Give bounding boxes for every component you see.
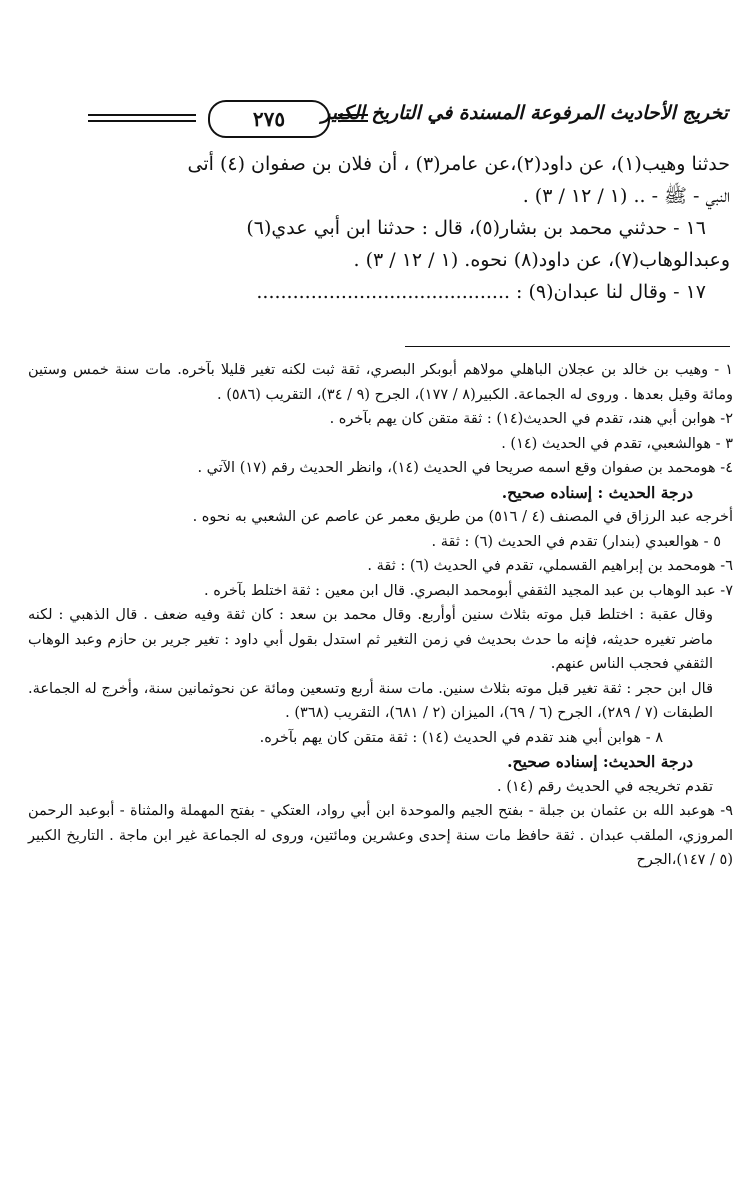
footnote-item: ٧- عبد الوهاب بن عبد المجيد الثقفي أبومحمد البصري. قال ابن معين : ثقة اختلط بآخره .	[204, 582, 733, 599]
footnote-item: ١ - وهيب بن خالد بن عجلان الباهلي مولاهم أبوبكر البصري، ثقة ثبت لكنه تغير قليلا بآخره. مات سنة خمس وستين ومائة وقيل بعدها . وروى له الجماعة. الكبير(٨ / ١٧٧)، الجرح (٩ / ٣٤)، التقريب (٥٨٦) .	[28, 362, 733, 403]
main-text	[70, 148, 730, 308]
footnote-item: ٥ - هوالعبدي (بندار) تقدم في الحديث (٦) : ثقة .	[431, 533, 721, 550]
running-title: تخريج الأحاديث المرفوعة المسندة في التاريخ الكبير	[321, 102, 728, 124]
footnote-divider	[405, 346, 730, 347]
footnote-item: ٨ - هوابن أبي هند تقدم في الحديث (١٤) : ثقة متقن كان يهم بآخره.	[259, 729, 663, 746]
main-line: ١٧ - وقال لنا عبدان(٩) : ..........................................	[256, 281, 706, 303]
footnote-item: ٦- هومحمد بن إبراهيم القسملي، تقدم في الحديث (٦) : ثقة .	[367, 558, 733, 574]
header-rule	[88, 120, 196, 122]
footnote-item: ٤- هومحمد بن صفوان وقع اسمه صريحا في الحديث (١٤)، وانظر الحديث رقم (١٧) الآتي .	[197, 460, 733, 476]
hadith-grade: درجة الحديث : إسناده صحيح.	[501, 482, 693, 502]
footnote-item: ٣ - هوالشعبي، تقدم في الحديث (١٤) .	[501, 435, 733, 452]
main-line: النبي - ﷺ - .. (١ / ١٢ / ٣) .	[522, 185, 730, 207]
page-header	[88, 100, 728, 140]
footnotes	[28, 358, 733, 873]
footnote-item: تقدم تخريجه في الحديث رقم (١٤) .	[497, 778, 713, 795]
main-line: حدثنا وهيب(١)، عن داود(٢)،عن عامر(٣) ، أن فلان بن صفوان (٤) أتى	[187, 153, 730, 175]
hadith-grade: درجة الحديث: إسناده صحيح.	[507, 752, 693, 771]
footnote-item: وقال عقبة : اختلط قبل موته بثلاث سنين أوأربع. وقال محمد بن سعد : كان ثقة وفيه ضعف . قال الذهبي : لكنه ماضر تغيره حديثه، فإنه ما حدث بحديث في زمن التغير ثم استدل بقول أبي داود : تغير جرير بن حازم وعبد الوهاب الثقفي فحجب الناس عنهم.	[28, 607, 713, 672]
page-number: ٢٧٥	[208, 100, 330, 138]
footnote-item: أخرجه عبد الرزاق في المصنف (٤ / ٥١٦) من طريق معمر عن عاصم عن الشعبي به نحوه .	[192, 509, 733, 525]
footnote-item: قال ابن حجر : ثقة تغير قبل موته بثلاث سنين. مات سنة أربع وتسعين ومائة عن نحوثمانين سنة، وأخرج له الجماعة. الطبقات (٧ / ٢٨٩)، الجرح (٦ / ٦٩)، الميزان (٢ / ٦٨١)، التقريب (٣٦٨) .	[28, 680, 713, 721]
main-line: وعبدالوهاب(٧)، عن داود(٨) نحوه. (١ / ١٢ / ٣) .	[353, 249, 730, 271]
footnote-item: ٩- هوعبد الله بن عثمان بن جبلة - بفتح الجيم والموحدة ابن أبي رواد، العتكي - بفتح المهملة والمثناة - أبوعبد الرحمن المروزي، الملقب عبدان . ثقة حافظ مات سنة إحدى وعشرين ومائتين، وروى له الجماعة غير ابن ماجة . التاريخ الكبير (٥ / ١٤٧)،الجرح	[28, 803, 733, 868]
header-rule	[88, 114, 196, 116]
footnote-item: ٢- هوابن أبي هند، تقدم في الحديث(١٤) : ثقة متقن كان يهم بآخره .	[329, 411, 733, 427]
main-line: ١٦ - حدثني محمد بن بشار(٥)، قال : حدثنا ابن أبي عدي(٦)	[246, 217, 706, 239]
